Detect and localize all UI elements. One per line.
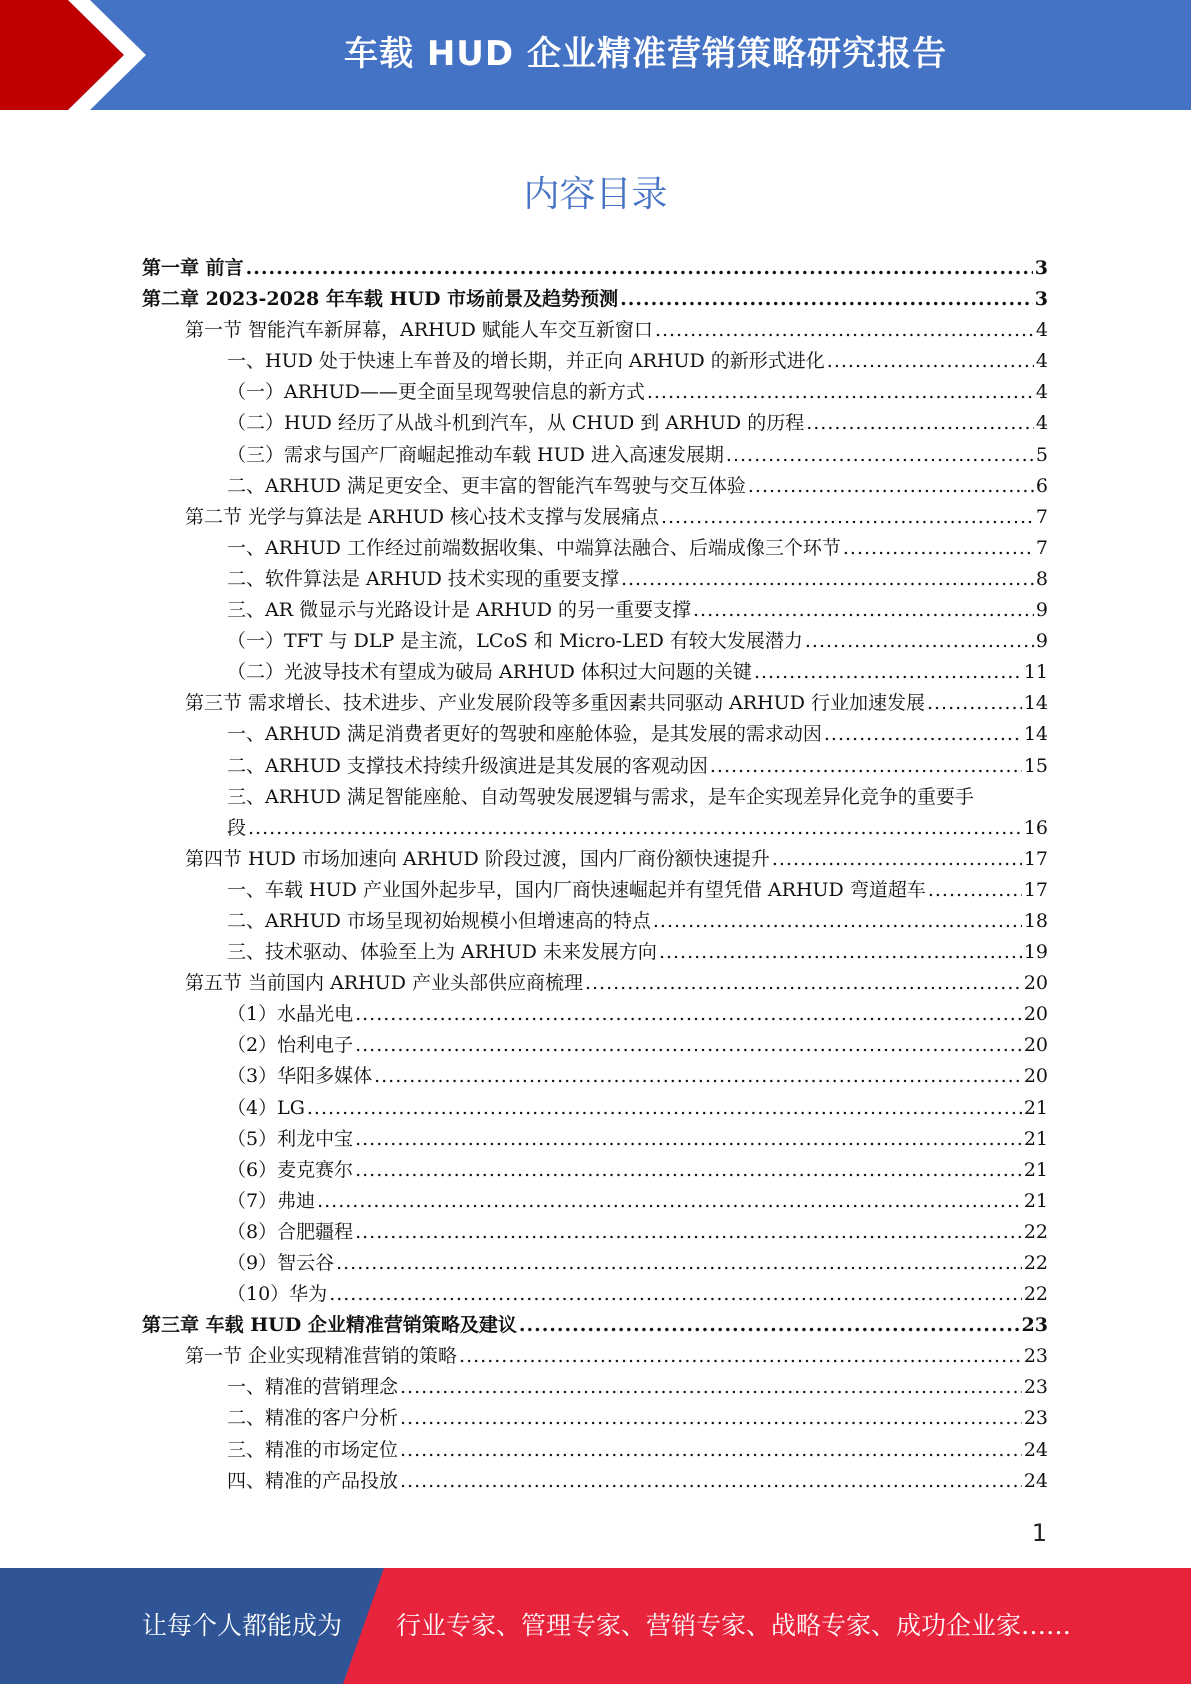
toc-entry[interactable]: （1）水晶光电 ..... 20	[142, 999, 1048, 1030]
toc-entry[interactable]: （5）利龙中宝 ..... 21	[142, 1124, 1048, 1155]
toc-entry[interactable]: 第二节 光学与算法是 ARHUD 核心技术支撑与发展痛点 ..... 7	[142, 502, 1048, 533]
toc-entry[interactable]: 三、精准的市场定位 ..... 24	[142, 1435, 1048, 1466]
toc-entry[interactable]: （10）华为 ..... 22	[142, 1279, 1048, 1310]
toc-entry[interactable]: 四、精准的产品投放 ..... 24	[142, 1466, 1048, 1497]
toc-entry[interactable]: 二、ARHUD 市场呈现初始规模小但增速高的特点 ..... 18	[142, 906, 1048, 937]
toc-entry[interactable]: （8）合肥疆程 ..... 22	[142, 1217, 1048, 1248]
toc-entry[interactable]: 一、精准的营销理念 ..... 23	[142, 1372, 1048, 1403]
toc-entry[interactable]: （7）弗迪 ..... 21	[142, 1186, 1048, 1217]
toc-entry[interactable]: 第二章 2023-2028 年车载 HUD 市场前景及趋势预测 ..... 3	[142, 284, 1048, 315]
toc-entry[interactable]: 三、ARHUD 满足智能座舱、自动驾驶发展逻辑与需求，是车企实现差异化竞争的重要手 段 ..... 16	[142, 782, 1048, 844]
footer-slogan-left: 让每个人都能成为	[142, 1611, 343, 1640]
toc-entry[interactable]: （一）TFT 与 DLP 是主流，LCoS 和 Micro-LED 有较大发展潜力 ..... 9	[142, 626, 1048, 657]
toc-entry[interactable]: 三、技术驱动、体验至上为 ARHUD 未来发展方向 ..... 19	[142, 937, 1048, 968]
header-arrow-decoration	[0, 0, 150, 110]
toc-entry[interactable]: 二、精准的客户分析 ..... 23	[142, 1403, 1048, 1434]
toc-entry[interactable]: 二、软件算法是 ARHUD 技术实现的重要支撑 ..... 8	[142, 564, 1048, 595]
toc-entry[interactable]: （二）光波导技术有望成为破局 ARHUD 体积过大问题的关键 ..... 11	[142, 657, 1048, 688]
toc-entry[interactable]: （9）智云谷 ..... 22	[142, 1248, 1048, 1279]
toc-entry[interactable]: （二）HUD 经历了从战斗机到汽车，从 CHUD 到 ARHUD 的历程 ..... 4	[142, 408, 1048, 439]
toc-entry[interactable]: （3）华阳多媒体 ..... 20	[142, 1061, 1048, 1092]
table-of-contents	[142, 253, 1048, 1497]
header-banner	[0, 0, 1191, 110]
toc-entry[interactable]: （4）LG ..... 21	[142, 1093, 1048, 1124]
toc-entry[interactable]: 第四节 HUD 市场加速向 ARHUD 阶段过渡，国内厂商份额快速提升 ..... 17	[142, 844, 1048, 875]
footer-banner	[0, 1568, 1191, 1684]
footer-slogan-right: 行业专家、管理专家、营销专家、战略专家、成功企业家……	[396, 1611, 1072, 1640]
toc-entry[interactable]: （一）ARHUD——更全面呈现驾驶信息的新方式 ..... 4	[142, 377, 1048, 408]
toc-entry[interactable]: （2）怡利电子 ..... 20	[142, 1030, 1048, 1061]
toc-heading: 内容目录	[523, 174, 668, 215]
toc-entry[interactable]: 第一节 企业实现精准营销的策略 ..... 23	[142, 1341, 1048, 1372]
toc-entry[interactable]: 第一节 智能汽车新屏幕，ARHUD 赋能人车交互新窗口 ..... 4	[142, 315, 1048, 346]
toc-entry[interactable]: 二、ARHUD 满足更安全、更丰富的智能汽车驾驶与交互体验 ..... 6	[142, 471, 1048, 502]
toc-entry[interactable]: 第三章 车载 HUD 企业精准营销策略及建议 ..... 23	[142, 1310, 1048, 1341]
toc-entry[interactable]: 三、AR 微显示与光路设计是 ARHUD 的另一重要支撑 ..... 9	[142, 595, 1048, 626]
toc-entry[interactable]: 第五节 当前国内 ARHUD 产业头部供应商梳理 ..... 20	[142, 968, 1048, 999]
toc-entry[interactable]: （三）需求与国产厂商崛起推动车载 HUD 进入高速发展期 ..... 5	[142, 440, 1048, 471]
toc-entry[interactable]: 第三节 需求增长、技术进步、产业发展阶段等多重因素共同驱动 ARHUD 行业加速发展 ..... 14	[142, 688, 1048, 719]
toc-entry[interactable]: 一、ARHUD 满足消费者更好的驾驶和座舱体验，是其发展的需求动因 ..... 14	[142, 719, 1048, 750]
toc-entry[interactable]: 一、ARHUD 工作经过前端数据收集、中端算法融合、后端成像三个环节 ..... 7	[142, 533, 1048, 564]
toc-entry[interactable]: 二、ARHUD 支撑技术持续升级演进是其发展的客观动因 ..... 15	[142, 751, 1048, 782]
page-number: 1	[1031, 1519, 1047, 1547]
toc-entry[interactable]: 第一章 前言 ..... 3	[142, 253, 1048, 284]
toc-entry[interactable]: 一、车载 HUD 产业国外起步早，国内厂商快速崛起并有望凭借 ARHUD 弯道超车 ..... 17	[142, 875, 1048, 906]
report-title: 车载 HUD 企业精准营销策略研究报告	[344, 34, 947, 74]
toc-entry[interactable]: 一、HUD 处于快速上车普及的增长期，并正向 ARHUD 的新形式进化 ..... 4	[142, 346, 1048, 377]
toc-entry[interactable]: （6）麦克赛尔 ..... 21	[142, 1155, 1048, 1186]
